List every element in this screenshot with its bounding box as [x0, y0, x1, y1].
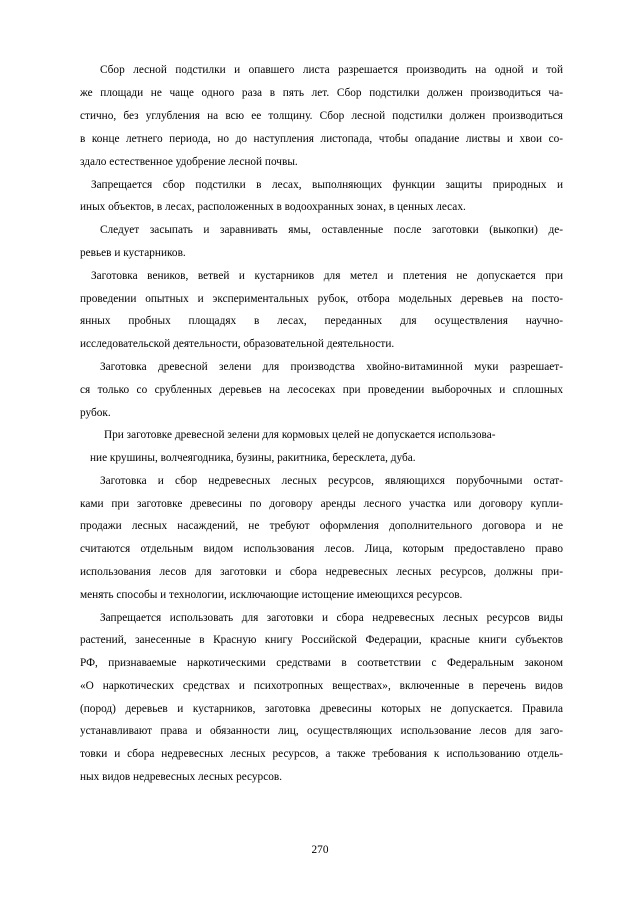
text-line: ками при заготовке древесины по договору аренды лесного участка или договору купли-	[80, 498, 563, 510]
page-number: 270	[311, 844, 329, 856]
text-line: Следует засыпать и заравнивать ямы, оставленные после заготовки (выкопки) де-	[100, 224, 563, 236]
text-line: товки и сбора недревесных лесных ресурсов, а также требования к использованию отдель-	[80, 748, 563, 760]
text-line: иных объектов, в лесах, расположенных в водоохранных зонах, в ценных лесах.	[80, 201, 466, 213]
text-line: здало естественное удобрение лесной почвы.	[80, 156, 298, 168]
text-line: РФ, признаваемые наркотическими средствами в соответствии с Федеральным законом	[80, 657, 563, 669]
text-line: ся только со срубленных деревьев на лесосеках при проведении выборочных и сплошных	[80, 384, 563, 396]
text-line: При заготовке древесной зелени для кормовых целей не допускается использова-	[104, 429, 496, 441]
text-line: Заготовка веников, ветвей и кустарников для метел и плетения не допускается при	[91, 270, 563, 282]
text-line: «О наркотических средствах и психотропных веществах», включенные в перечень видов	[80, 680, 563, 692]
text-line: Заготовка и сбор недревесных лесных ресурсов, являющихся порубочными остат-	[100, 475, 563, 487]
text-line: стично, без углубления на всю ее толщину. Сбор лесной подстилки должен производиться	[80, 110, 563, 122]
text-line: менять способы и технологии, исключающие истощение имеющихся ресурсов.	[80, 589, 463, 601]
text-line: устанавливают права и обязанности лиц, осуществляющих использование лесов для заго-	[80, 725, 563, 737]
text-line: ревьев и кустарников.	[80, 247, 186, 259]
text-line: Сбор лесной подстилки и опавшего листа разрешается производить на одной и той	[100, 64, 563, 76]
text-line: Запрещается использовать для заготовки и сбора недревесных лесных ресурсов виды	[100, 612, 563, 624]
text-line: в конце летнего периода, но до наступления листопада, чтобы опадание листвы и хвои со-	[80, 133, 563, 145]
text-line: же площади не чаще одного раза в пять лет. Сбор подстилки должен производиться ча-	[80, 87, 563, 99]
text-line: (пород) деревьев и кустарников, заготовка древесины которых не допускается. Правила	[80, 703, 563, 715]
text-line: растений, занесенные в Красную книгу Российской Федерации, красные книги субъектов	[80, 634, 563, 646]
text-line: использования лесов для заготовки и сбора недревесных лесных ресурсов, должны при-	[80, 566, 563, 578]
text-line: ние крушины, волчеягодника, бузины, ракитника, бересклета, дуба.	[90, 452, 416, 464]
text-line: рубок.	[80, 407, 111, 419]
text-line: Запрещается сбор подстилки в лесах, выполняющих функции защиты природных и	[91, 179, 563, 191]
text-line: ных видов недревесных лесных ресурсов.	[80, 771, 283, 783]
text-line: янных пробных площадях в лесах, переданных для осуществления научно-	[80, 315, 563, 327]
text-line: проведении опытных и экспериментальных рубок, отбора модельных деревьев на посто-	[80, 293, 563, 305]
text-line: считаются отдельным видом использования лесов. Лица, которым предоставлено право	[80, 543, 563, 555]
text-line: исследовательской деятельности, образовательной деятельности.	[80, 338, 395, 350]
text-line: Заготовка древесной зелени для производства хвойно-витаминной муки разрешает-	[100, 361, 563, 373]
text-line: продажи лесных насаждений, не требуют оформления дополнительного договора и не	[80, 520, 563, 532]
